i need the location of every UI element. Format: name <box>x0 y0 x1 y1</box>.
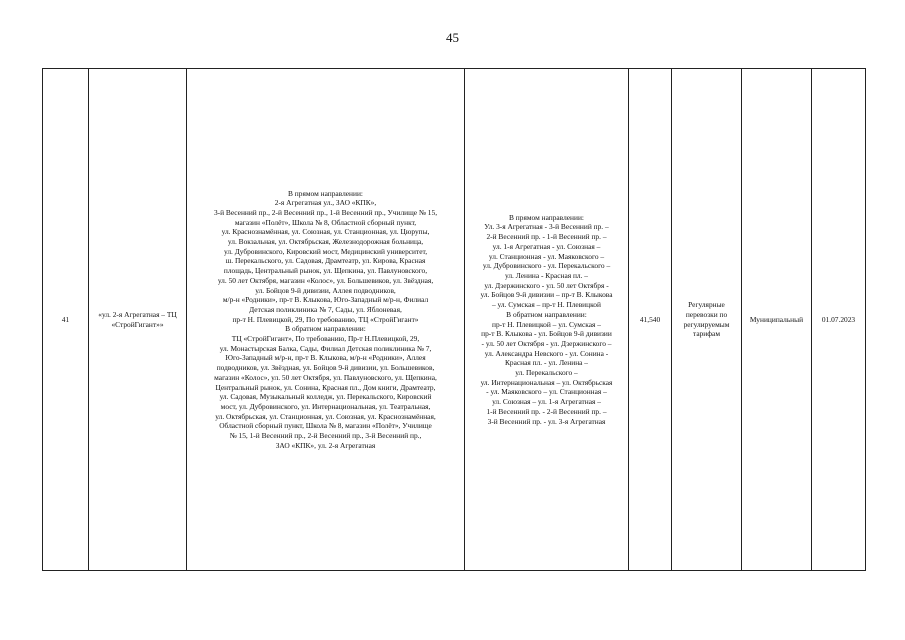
text-line: м/р-н «Родники», пр-т В. Клыкова, Юго-Западный м/р-н, Филиал <box>222 295 429 305</box>
route-table <box>42 68 866 571</box>
text-line: Областной сборный пункт, Школа № 8, магазин «Полёт», Училище <box>219 421 432 431</box>
transport-type-cell: Регулярные перевозки по регулируемым тарифам <box>672 69 742 571</box>
route-length-cell: 41,540 <box>629 69 672 571</box>
text-line: площадь, Центральный рынок, ул. Щепкина, ул. Павлуновского, <box>223 266 428 276</box>
text-line: магазин «Колос», ул. 50 лет Октября, ул. Павлуновского, ул. Щепкина, <box>214 372 437 382</box>
text-line: – ул. Сумская – пр-т Н. Плевицкой <box>492 300 601 310</box>
roads-backward-heading: В обратном направлении: <box>506 309 587 319</box>
text-line: ул. Интернациональная – ул. Октябрьская <box>480 377 613 387</box>
text-line: ул. Монастырская Балка, Сады, Филиал Детская поликлиника № 7, <box>219 343 432 353</box>
text-line: 2-й Весенний пр. - 1-й Весенний пр. – <box>486 232 607 242</box>
text-line: Детская поликлиника № 7, Сады, ул. Яблоневая, <box>249 304 402 314</box>
text-line: ЗАО «КПК», ул. 2-я Агрегатная <box>275 440 376 450</box>
text-line: ул. Бойцов 9-й дивизии, Аллея подводников, <box>255 285 396 295</box>
text-line: ул. 1-я Агрегатная - ул. Союзная – <box>492 241 601 251</box>
route-number-cell: 41 <box>43 69 89 571</box>
text-line: ул. Союзная – ул. 1-я Агрегатная – <box>492 397 601 407</box>
text-line: мост, ул. Дубровинского, ул. Интернациональная, ул. Театральная, <box>220 401 431 411</box>
text-line: № 15, 1-й Весенний пр., 2-й Весенний пр., 3-й Весенний пр., <box>229 431 422 441</box>
stops-backward-list <box>189 334 462 450</box>
text-line: Красная пл. - ул. Ленина – <box>505 358 588 368</box>
text-line: ул. Октябрьская, ул. Станционная, ул. Союзная, ул. Краснознамённая, <box>215 411 436 421</box>
text-line: ул. Бойцов 9-й дивизии – пр-т В. Клыкова <box>480 290 613 300</box>
roads-forward-heading: В прямом направлении: <box>509 212 584 222</box>
text-line: ул. Ленина - Красная пл. – <box>505 270 588 280</box>
text-line: пр-т В. Клыкова - ул. Бойцов 9-й дивизии <box>481 329 612 339</box>
text-line: ул. Вокзальная, ул. Октябрьская, Железнодорожная больница, <box>227 237 424 247</box>
text-line: ул. Дубровинского, Кировский мост, Медицинский университет, <box>223 246 428 256</box>
roads-cell <box>465 69 629 571</box>
text-line: ТЦ «СтройГигант», По требованию, Пр-т Н.Плевицкой, 29, <box>231 334 420 344</box>
text-line: - ул. Маяковского – ул. Станционная – <box>486 387 607 397</box>
text-line: пр-т Н. Плевицкой, 29, По требованию, ТЦ «СтройГигант» <box>232 314 419 324</box>
text-line: ул. Станционная - ул. Маяковского – <box>488 251 605 261</box>
carrier-type-cell: Муниципальный <box>742 69 812 571</box>
text-line: 3-й Весенний пр., 2-й Весенний пр., 1-й Весенний пр., Училище № 15, <box>213 207 438 217</box>
start-date-cell: 01.07.2023 <box>812 69 866 571</box>
text-line: ул. Перекальского – <box>515 368 578 378</box>
text-line: ул. Краснознамённая, ул. Союзная, ул. Станционная, ул. Цюрупы, <box>221 227 430 237</box>
text-line: ш. Перекальского, ул. Садовая, Драмтеатр, ул. Кирова, Красная <box>225 256 426 266</box>
roads-backward-list <box>467 320 626 427</box>
page-number: 45 <box>446 30 459 45</box>
text-line: ул. Дубровинского - ул. Перекальского – <box>482 261 611 271</box>
roads-forward-list <box>467 222 626 309</box>
text-line: 1-й Весенний пр. - 2-й Весенний пр. – <box>486 406 607 416</box>
text-line: 2-я Агрегатная ул., ЗАО «КПК», <box>274 198 377 208</box>
stops-cell <box>187 69 465 571</box>
table-row <box>43 69 866 571</box>
text-line: ул. Садовая, Музыкальный колледж, ул. Перекальского, Кировский <box>219 392 432 402</box>
text-line: ул. Александра Невского - ул. Сонина - <box>484 348 609 358</box>
text-line: ул. Дзержинского - ул. 50 лет Октября - <box>484 280 609 290</box>
text-line: 3-й Весенний пр. - ул. 3-я Агрегатная <box>487 416 606 426</box>
stops-forward-heading: В прямом направлении: <box>288 188 363 198</box>
text-line: Юго-Западный м/р-н, пр-т В. Клыкова, м/р-н «Родники», Аллея <box>225 353 426 363</box>
stops-backward-heading: В обратном направлении: <box>285 324 366 334</box>
text-line: пр-т Н. Плевицкой – ул. Сумская – <box>492 319 601 329</box>
stops-forward-list <box>189 198 462 324</box>
text-line: ул. 50 лет Октября, магазин «Колос», ул. Большевиков, ул. Звёздная, <box>217 275 434 285</box>
text-line: подводников, ул. Звёздная, ул. Бойцов 9-й дивизии, ул. Большевиков, <box>216 363 435 373</box>
text-line: магазин «Полёт», Школа № 8, Областной сборный пункт, <box>234 217 417 227</box>
text-line: Ул. 3-я Агрегатная - 3-й Весенний пр. – <box>484 222 609 232</box>
route-name-cell: «ул. 2-я Агрегатная – ТЦ «СтройГигант»» <box>89 69 187 571</box>
text-line: - ул. 50 лет Октября - ул. Дзержинского – <box>481 338 612 348</box>
text-line: Центральный рынок, ул. Сонина, Красная пл., Дом книги, Драмтеатр, <box>215 382 436 392</box>
